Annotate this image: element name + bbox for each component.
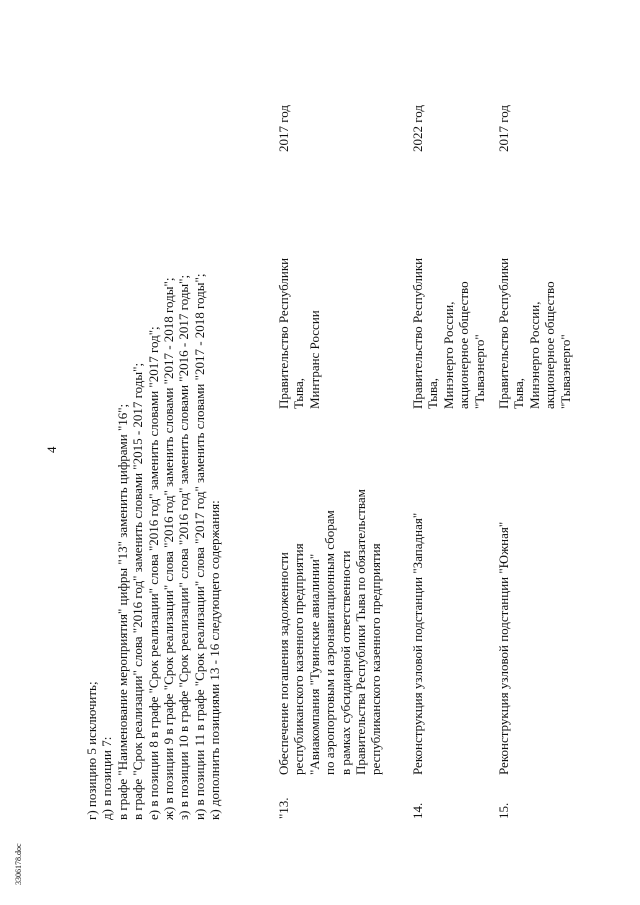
row-responsible-line: Правительство Республики Тыва, [276,257,307,409]
instruction-line: в графе "Наименование мероприятия" цифры "13" заменить цифрами "16"; [114,403,130,820]
row-responsible [496,229,573,409]
row-year: 2022 год [410,105,425,152]
row-responsible-line: акционерное общество [456,281,472,409]
instruction-line: ж) в позиции 9 в графе "Срок реализации" слова "2016 год" заменить словами "2017 - 2018 годы"; [161,277,177,820]
instruction-line: в графе "Срок реализации" слова "2016 год" заменить словами "2015 - 2017 годы"; [130,362,146,820]
row-responsible [410,229,487,409]
row-description-line: Реконструкция узловой подстанции "Западная" [410,512,425,775]
row-number: 15. [496,802,511,819]
row-year: 2017 год [496,105,511,152]
row-description-line: республиканского казенного предприятия [291,543,307,775]
row-description-line: по аэропортовым и аэронавигационным сборам [322,510,338,775]
row-description [276,415,384,775]
page-number: 4 [44,446,59,453]
row-responsible-line: Правительство Республики Тыва, [496,257,527,409]
row-responsible [276,229,322,409]
row-responsible-line: Минтранс России [306,310,322,409]
row-description-line: Реконструкция узловой подстанции "Южная" [496,521,511,775]
instruction-line: е) в позиции 8 в графе "Срок реализации" слова "2016 год" заменить словами "2017 год"; [145,326,161,820]
row-number: 14. [410,802,425,819]
instruction-line: г) позицию 5 исключить; [84,681,99,820]
row-responsible-line: Минэнерго России, [526,301,542,409]
instruction-line: и) в позиции 11 в графе "Срок реализации" слова "2017 год" заменить словами "2017 - 2018 годы"; [191,273,207,820]
row-description-line: "Авиакомпания "Тувинские авиалинии" [306,553,322,775]
row-description [410,415,425,775]
row-responsible-line: акционерное общество [542,281,558,409]
instruction-line: д) в позиции 7: [99,736,115,820]
row-description-line: республиканского казенного предприятия [368,543,384,775]
row-description-line: Правительства Республики Тыва по обязательствам [353,489,369,775]
row-year: 2017 год [276,105,291,152]
footer-filename: 3306178.doc [14,843,23,885]
row-description [496,415,511,775]
row-responsible-line: Правительство Республики Тыва, [410,257,441,409]
row-responsible-line: Минэнерго России, [440,301,456,409]
row-responsible-line: "Тываэнерго" [557,334,573,409]
row-description-line: Обеспечение погашения задолженности [276,552,291,775]
instructions-block [84,50,223,820]
row-description-line: в рамках субсидиарной ответственности [337,550,353,775]
row-number: "13. [276,797,291,819]
instruction-line: к) дополнить позициями 13 - 16 следующего содержания: [207,500,223,820]
row-responsible-line: "Тываэнерго" [471,334,487,409]
instruction-line: з) в позиции 10 в графе "Срок реализации" слова "2016 год" заменить словами "2016 - 2017 годы"; [176,274,192,820]
